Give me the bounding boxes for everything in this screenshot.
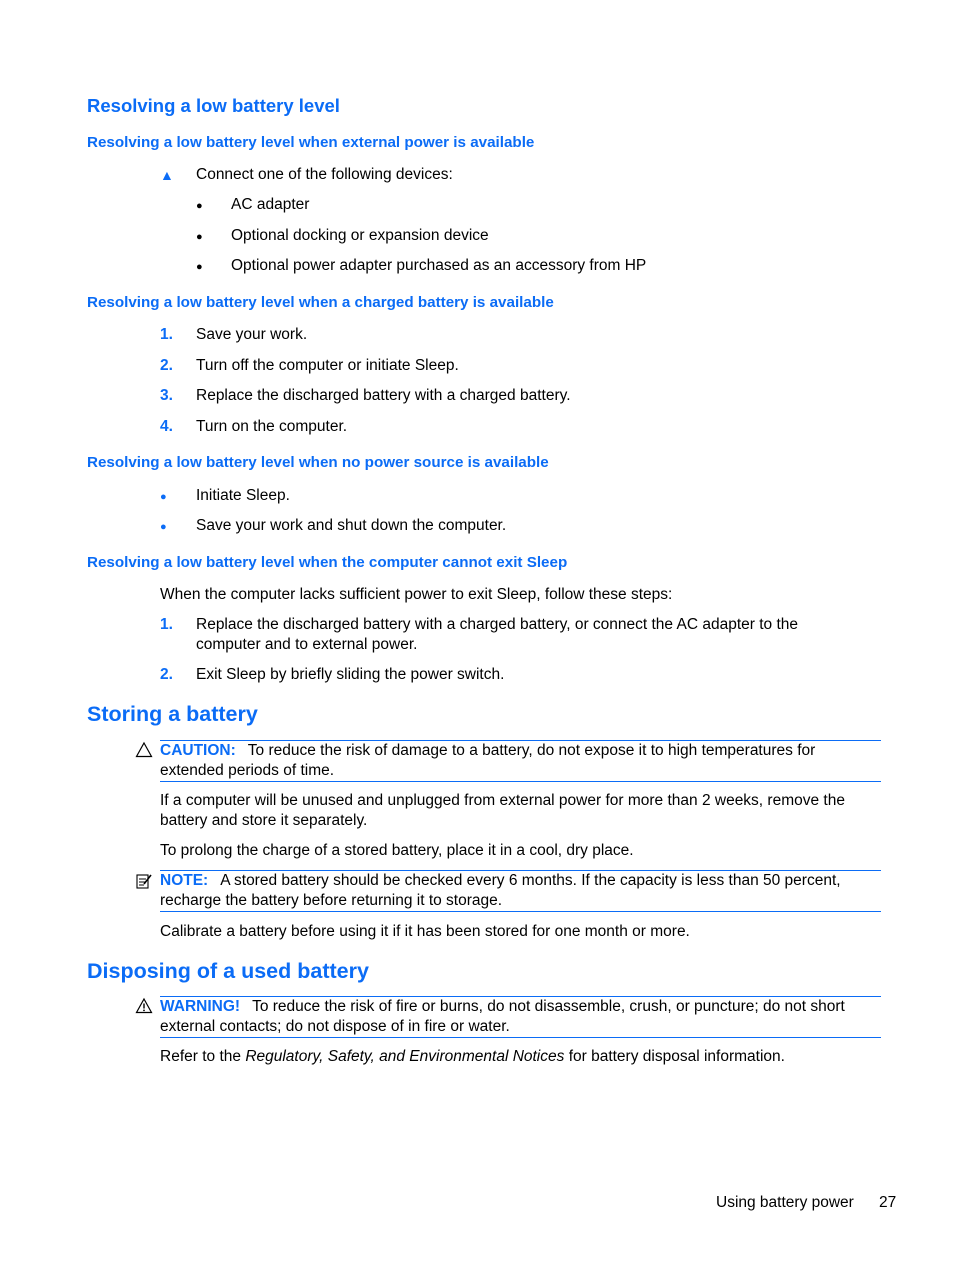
subsection-title-cannot-exit-sleep: Resolving a low battery level when the computer cannot exit Sleep (87, 554, 568, 571)
note-label: NOTE: (160, 872, 209, 889)
warning-notice (160, 996, 881, 1038)
bullet-icon: ● (160, 521, 167, 533)
step-number: 2. (160, 357, 173, 374)
section-title-low-battery: Resolving a low battery level (87, 95, 340, 116)
bullet-icon: ● (196, 200, 203, 212)
bullet-icon: ● (196, 261, 203, 273)
note-text: A stored battery should be checked every 6 months. If the capacity is less than 50 percent, recharge the battery before returning it to storage. (160, 872, 841, 909)
refer-text-after: for battery disposal information. (568, 1048, 785, 1065)
step-text: Connect one of the following devices: (196, 166, 453, 183)
bullet-icon: ● (196, 231, 203, 243)
bullet-icon: ● (160, 491, 167, 503)
step-number: 1. (160, 326, 173, 343)
paragraph: If a computer will be unused and unplugged from external power for more than 2 weeks, remove the battery and store it separately. (160, 792, 845, 829)
footer-section-name: Using battery power (716, 1194, 854, 1211)
caution-notice (160, 740, 881, 782)
step-text: Turn on the computer. (196, 418, 348, 435)
note-icon (135, 872, 153, 890)
step-text: Replace the discharged battery with a charged battery, or connect the AC adapter to the computer and to external power. (196, 616, 798, 653)
list-item: Save your work and shut down the computer. (196, 517, 507, 534)
paragraph: To prolong the charge of a stored battery, place it in a cool, dry place. (160, 842, 634, 859)
triangle-step-icon: ▲ (160, 167, 174, 183)
list-item: AC adapter (231, 196, 310, 213)
warning-icon (135, 997, 153, 1015)
step-text: Save your work. (196, 326, 308, 343)
step-text: Replace the discharged battery with a charged battery. (196, 387, 571, 404)
subsection-title-external-power: Resolving a low battery level when external power is available (87, 134, 535, 151)
step-text: Exit Sleep by briefly sliding the power switch. (196, 666, 505, 683)
list-item: Initiate Sleep. (196, 487, 290, 504)
page-number: 27 (879, 1194, 897, 1211)
step-number: 3. (160, 387, 173, 404)
subsection-title-no-power: Resolving a low battery level when no power source is available (87, 454, 549, 471)
step-number: 2. (160, 666, 173, 683)
note-notice (160, 870, 881, 912)
step-number: 1. (160, 616, 173, 633)
step-number: 4. (160, 418, 173, 435)
caution-text: To reduce the risk of damage to a battery, do not expose it to high temperatures for extended periods of time. (160, 742, 816, 779)
paragraph: Calibrate a battery before using it if it has been stored for one month or more. (160, 923, 690, 940)
section-title-disposing: Disposing of a used battery (87, 959, 369, 983)
refer-paragraph (160, 1047, 785, 1067)
warning-label: WARNING! (160, 998, 241, 1015)
regulatory-notices-title: Regulatory, Safety, and Environmental Notices (245, 1048, 565, 1065)
intro-text: When the computer lacks sufficient power to exit Sleep, follow these steps: (160, 586, 673, 603)
subsection-title-charged-battery: Resolving a low battery level when a charged battery is available (87, 294, 554, 311)
caution-icon (135, 741, 153, 759)
list-item: Optional docking or expansion device (231, 227, 489, 244)
step-text: Turn off the computer or initiate Sleep. (196, 357, 459, 374)
refer-text-before: Refer to the (160, 1048, 241, 1065)
warning-text: To reduce the risk of fire or burns, do not disassemble, crush, or puncture; do not short external contacts; do not dispose of in fire or water. (160, 998, 845, 1035)
section-title-storing: Storing a battery (87, 702, 258, 726)
list-item: Optional power adapter purchased as an accessory from HP (231, 257, 647, 274)
caution-label: CAUTION: (160, 742, 236, 759)
